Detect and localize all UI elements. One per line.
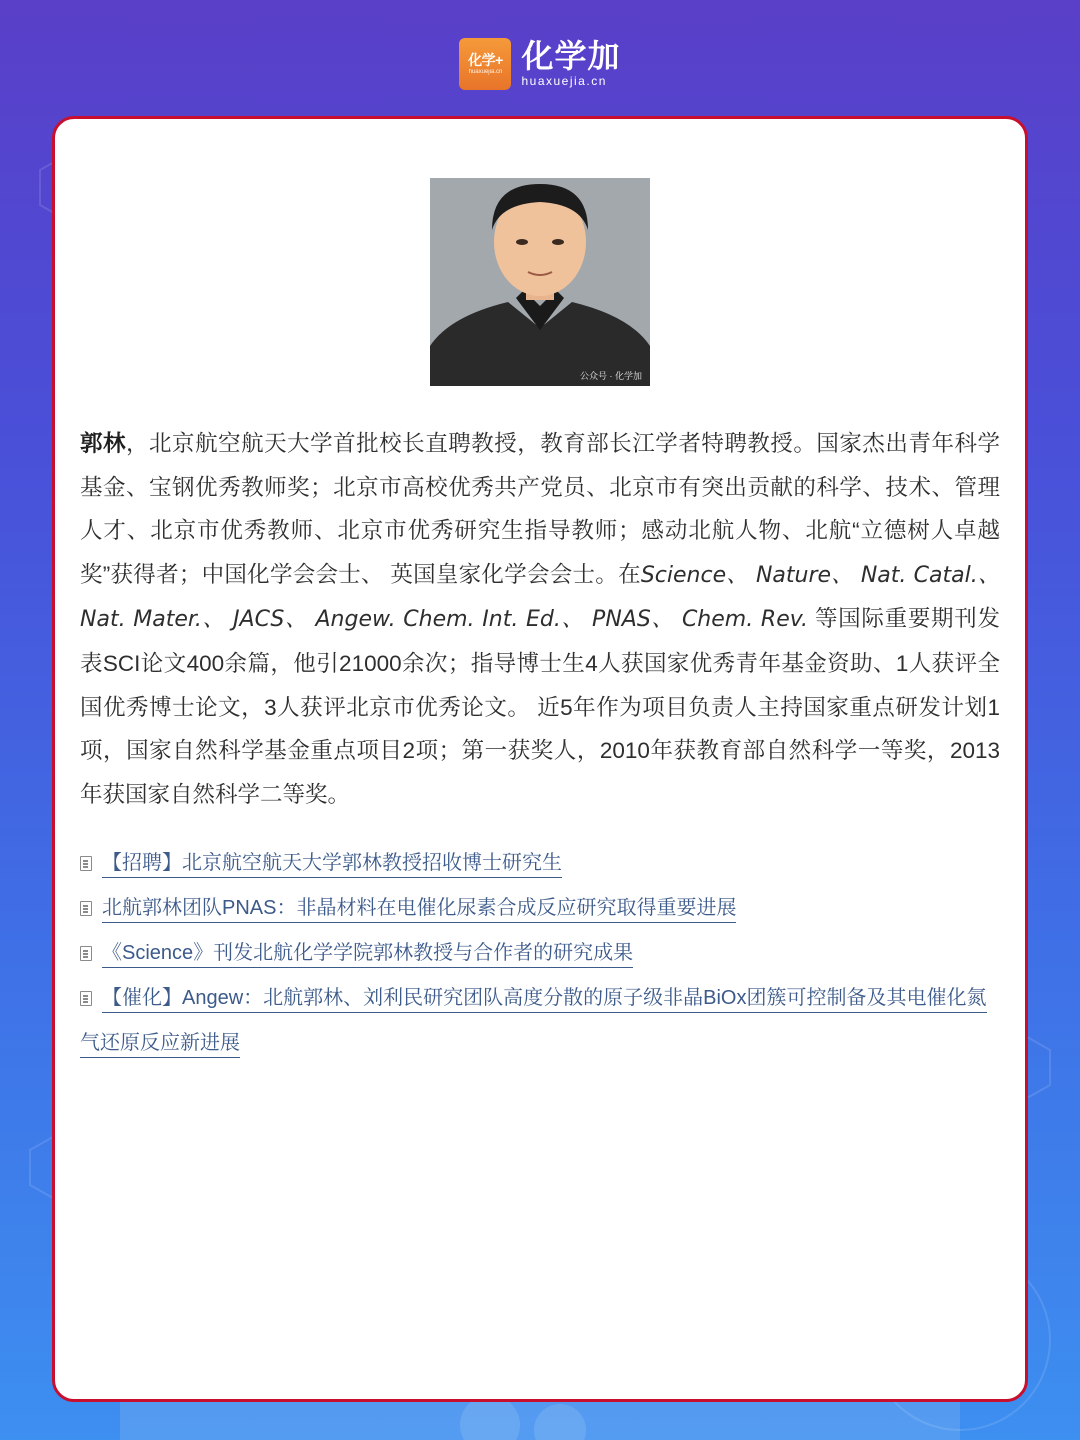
brand-name: 化学加 — [521, 38, 621, 74]
document-icon — [80, 991, 92, 1006]
brand-logo-icon[interactable] — [459, 38, 511, 90]
logo-badge-text: 化学+ — [468, 51, 503, 68]
article-link-text[interactable]: 北航郭林团队PNAS：非晶材料在电催化尿素合成反应研究取得重要进展 — [102, 897, 736, 923]
related-article-link[interactable] — [80, 841, 1000, 886]
document-icon — [80, 946, 92, 961]
biography-text — [80, 422, 1000, 816]
related-article-link[interactable] — [80, 976, 1000, 1066]
bio-part-1: ，北京航空航天大学首批校长直聘教授，教育部长江学者特聘教授。国家杰出青年科学基金、宝钢优秀教师奖；北京市高校优秀共产党员、北京市有突出贡献的科学、技术、管理人才、北京市优秀教师、北京市优秀研究生指导教师；感动北航人物、北航“立德树人卓越奖”获得者；中国化学会会士、 英国皇家化学会会士。在 — [80, 431, 1000, 587]
bio-part-2: 等国际重要期刊发表SCI论文400余篇，他引21000余次；指导博士生4人获国家优秀青年基金资助、1人获评全国优秀博士论文，3人获评北京市优秀论文。 近5年作为项目负责人主持国家重点研发计划1项，国家自然科学基金重点项目2项；第一获奖人，2010年获教育部自然科学一等奖，2013年获国家自然科学二等奖。 — [80, 606, 1000, 807]
logo-badge-subtext: huaxuejia.cn — [468, 68, 503, 75]
profile-name: 郭林 — [80, 431, 127, 456]
related-article-link[interactable] — [80, 886, 1000, 931]
profile-card — [52, 116, 1028, 1402]
brand-wordmark[interactable] — [521, 39, 620, 89]
site-header — [0, 34, 1080, 94]
article-link-text[interactable]: 【招聘】北京航空航天大学郭林教授招收博士研究生 — [102, 852, 562, 878]
photo-watermark: 公众号 · 化学加 — [580, 371, 642, 381]
related-article-link[interactable] — [80, 931, 1000, 976]
article-link-text[interactable]: 《Science》刊发北航化学学院郭林教授与合作者的研究成果 — [102, 942, 633, 968]
related-articles-list — [80, 841, 1000, 1066]
journal-list: Science、 Nature、 Nat. Catal.、 Nat. Mater.、 JACS、 Angew. Chem. Int. Ed.、 PNAS、 Chem. Rev. — [80, 562, 1000, 633]
portrait-image — [430, 178, 650, 386]
brand-url: huaxuejia.cn — [521, 74, 607, 88]
document-icon — [80, 856, 92, 871]
article-link-text[interactable]: 【催化】Angew：北航郭林、刘利民研究团队高度分散的原子级非晶BiOx团簇可控制备及其电催化氮气还原反应新进展 — [80, 987, 987, 1058]
document-icon — [80, 901, 92, 916]
portrait-photo — [430, 178, 650, 386]
